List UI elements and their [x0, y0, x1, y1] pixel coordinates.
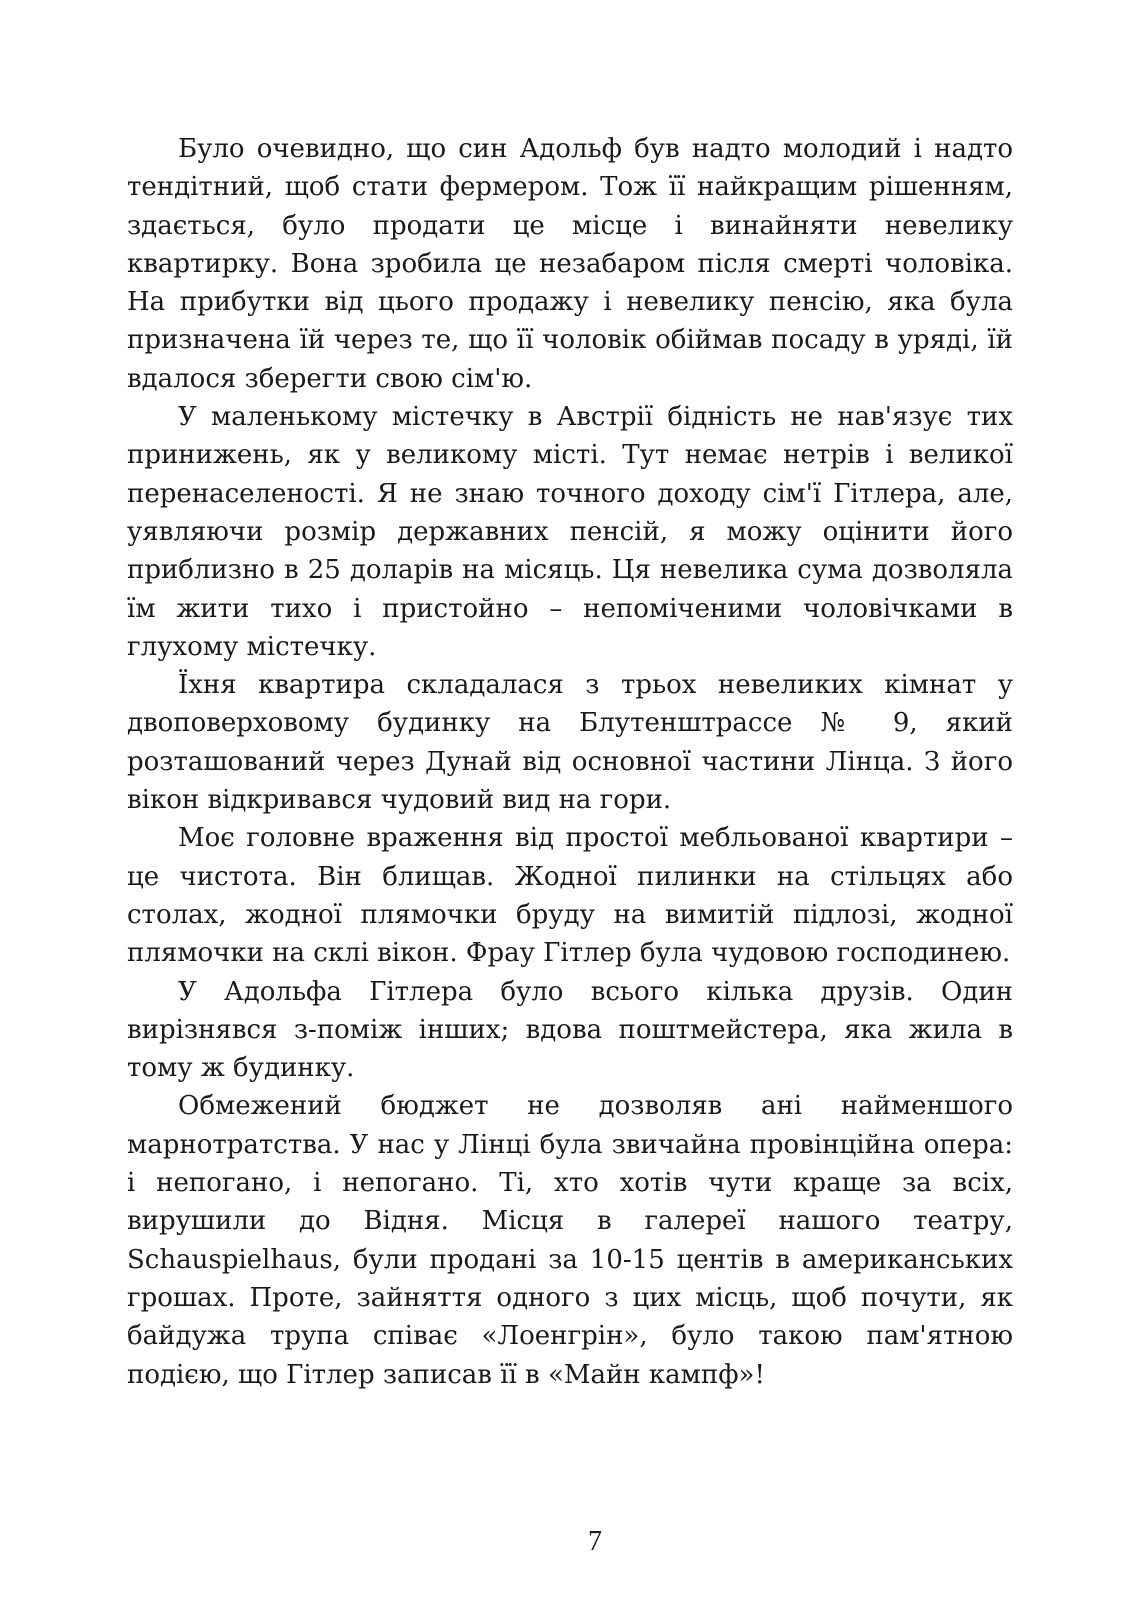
body-text — [127, 130, 1013, 1394]
paragraph-6: Обмежений бюджет не дозволяв ані найменшого марнотратства. У нас у Лінці була звичайна провінційна опера: і непогано, і непогано. Ті, хто хотів чути краще за всіх, вирушили до Відня. Місця в галереї нашого театру, Schauspielhaus, були продані за 10-15 центів в американських грошах. Проте, зайняття одного з цих місць, щоб почути, як байдужа трупа співає «Лоенгрін», було такою пам'ятною подією, що Гітлер записав її в «Майн кампф»! — [127, 1091, 1013, 1390]
paragraph-5: У Адольфа Гітлера було всього кілька друзів. Один вирізнявся з-поміж інших; вдова поштмейстера, яка жила в тому ж будинку. — [127, 976, 1013, 1084]
paragraph-3: Їхня квартира складалася з трьох невеликих кімнат у двоповерховому будинку на Блутенштрассе № 9, який розташований через Дунай від основної частини Лінца. З його вікон відкривався чудовий вид на гори. — [127, 670, 1013, 816]
paragraph-2: У маленькому містечку в Австрії бідність не нав'язує тих принижень, як у великому місті. Тут немає нетрів і великої перенаселеності. Я не знаю точного доходу сім'ї Гітлера, але, уявляючи розмір державних пенсій, я можу оцінити його приблизно в 25 доларів на місяць. Ця невелика сума дозволяла їм жити тихо і пристойно – непоміченими чоловічками в глухому містечку. — [127, 402, 1013, 662]
page-number: 7 — [588, 1526, 602, 1557]
paragraph-4: Моє головне враження від простої мебльованої квартири – це чистота. Він блищав. Жодної пилинки на стільцях або столах, жодної плямочки бруду на вимитій підлозі, жодної плямочки на склі вікон. Фрау Гітлер була чудовою господинею. — [127, 823, 1013, 969]
paragraph-1: Було очевидно, що син Адольф був надто молодий і надто тендітний, щоб стати фермером. Тож її найкращим рішенням, здається, було продати це місце і винайняти невелику квартирку. Вона зробила це незабаром після смерті чоловіка. На прибутки від цього продажу і невелику пенсію, яка була призначена їй через те, що її чоловік обіймав посаду в уряді, їй вдалося зберегти свою сім'ю. — [127, 134, 1013, 394]
